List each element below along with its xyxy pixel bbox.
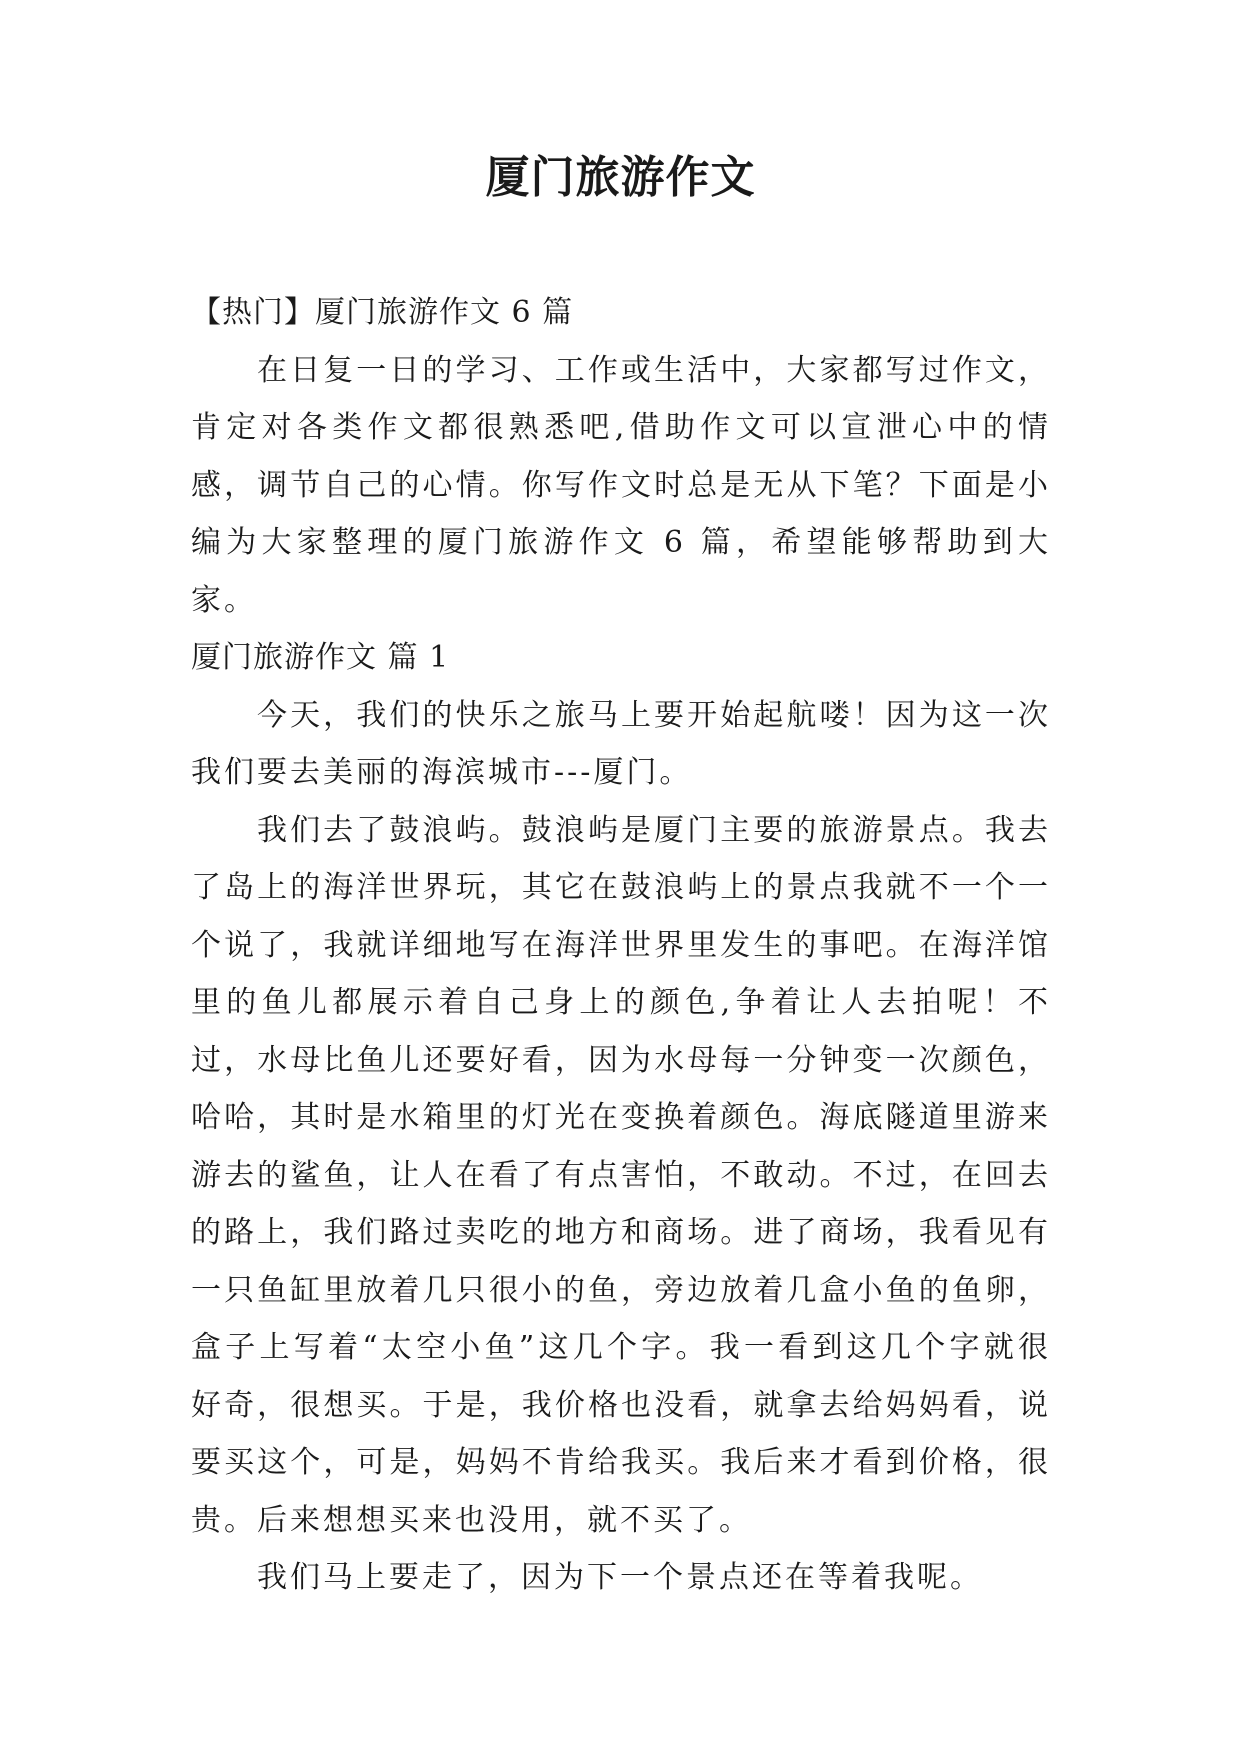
paragraph: 今天，我们的快乐之旅马上要开始起航喽！因为这一次我们要去美丽的海滨城市---厦门。 [191,697,1051,790]
document-body [191,284,1051,1607]
paragraph: 我们去了鼓浪屿。鼓浪屿是厦门主要的旅游景点。我去了岛上的海洋世界玩，其它在鼓浪屿上的景点我就不一个一个说了，我就详细地写在海洋世界里发生的事吧。在海洋馆里的鱼儿都展示着自己身上的颜色,争着让人去拍呢！不过，水母比鱼儿还要好看，因为水母每一分钟变一次颜色，哈哈，其时是水箱里的灯光在变换着颜色。海底隧道里游来游去的鲨鱼，让人在看了有点害怕，不敢动。不过，在回去的路上，我们路过卖吃的地方和商场。进了商场，我看见有一只鱼缸里放着几只很小的鱼，旁边放着几盒小鱼的鱼卵，盒子上写着“太空小鱼”这几个字。我一看到这几个字就很好奇，很想买。于是，我价格也没看，就拿去给妈妈看，说要买这个，可是，妈妈不肯给我买。我后来才看到价格，很贵。后来想想买来也没用，就不买了。 [191,812,1051,1538]
intro-paragraph: 在日复一日的学习、工作或生活中，大家都写过作文，肯定对各类作文都很熟悉吧,借助作文可以宣泄心中的情感，调节自己的心情。你写作文时总是无从下笔？下面是小编为大家整理的厦门旅游作文 6 篇，希望能够帮助到大家。 [191,352,1051,618]
section-heading: 厦门旅游作文 篇 1 [191,640,450,675]
paragraph: 我们马上要走了，因为下一个景点还在等着我呢。 [257,1560,983,1595]
document-title: 厦门旅游作文 [485,152,756,203]
subtitle: 【热门】厦门旅游作文 6 篇 [191,295,574,330]
